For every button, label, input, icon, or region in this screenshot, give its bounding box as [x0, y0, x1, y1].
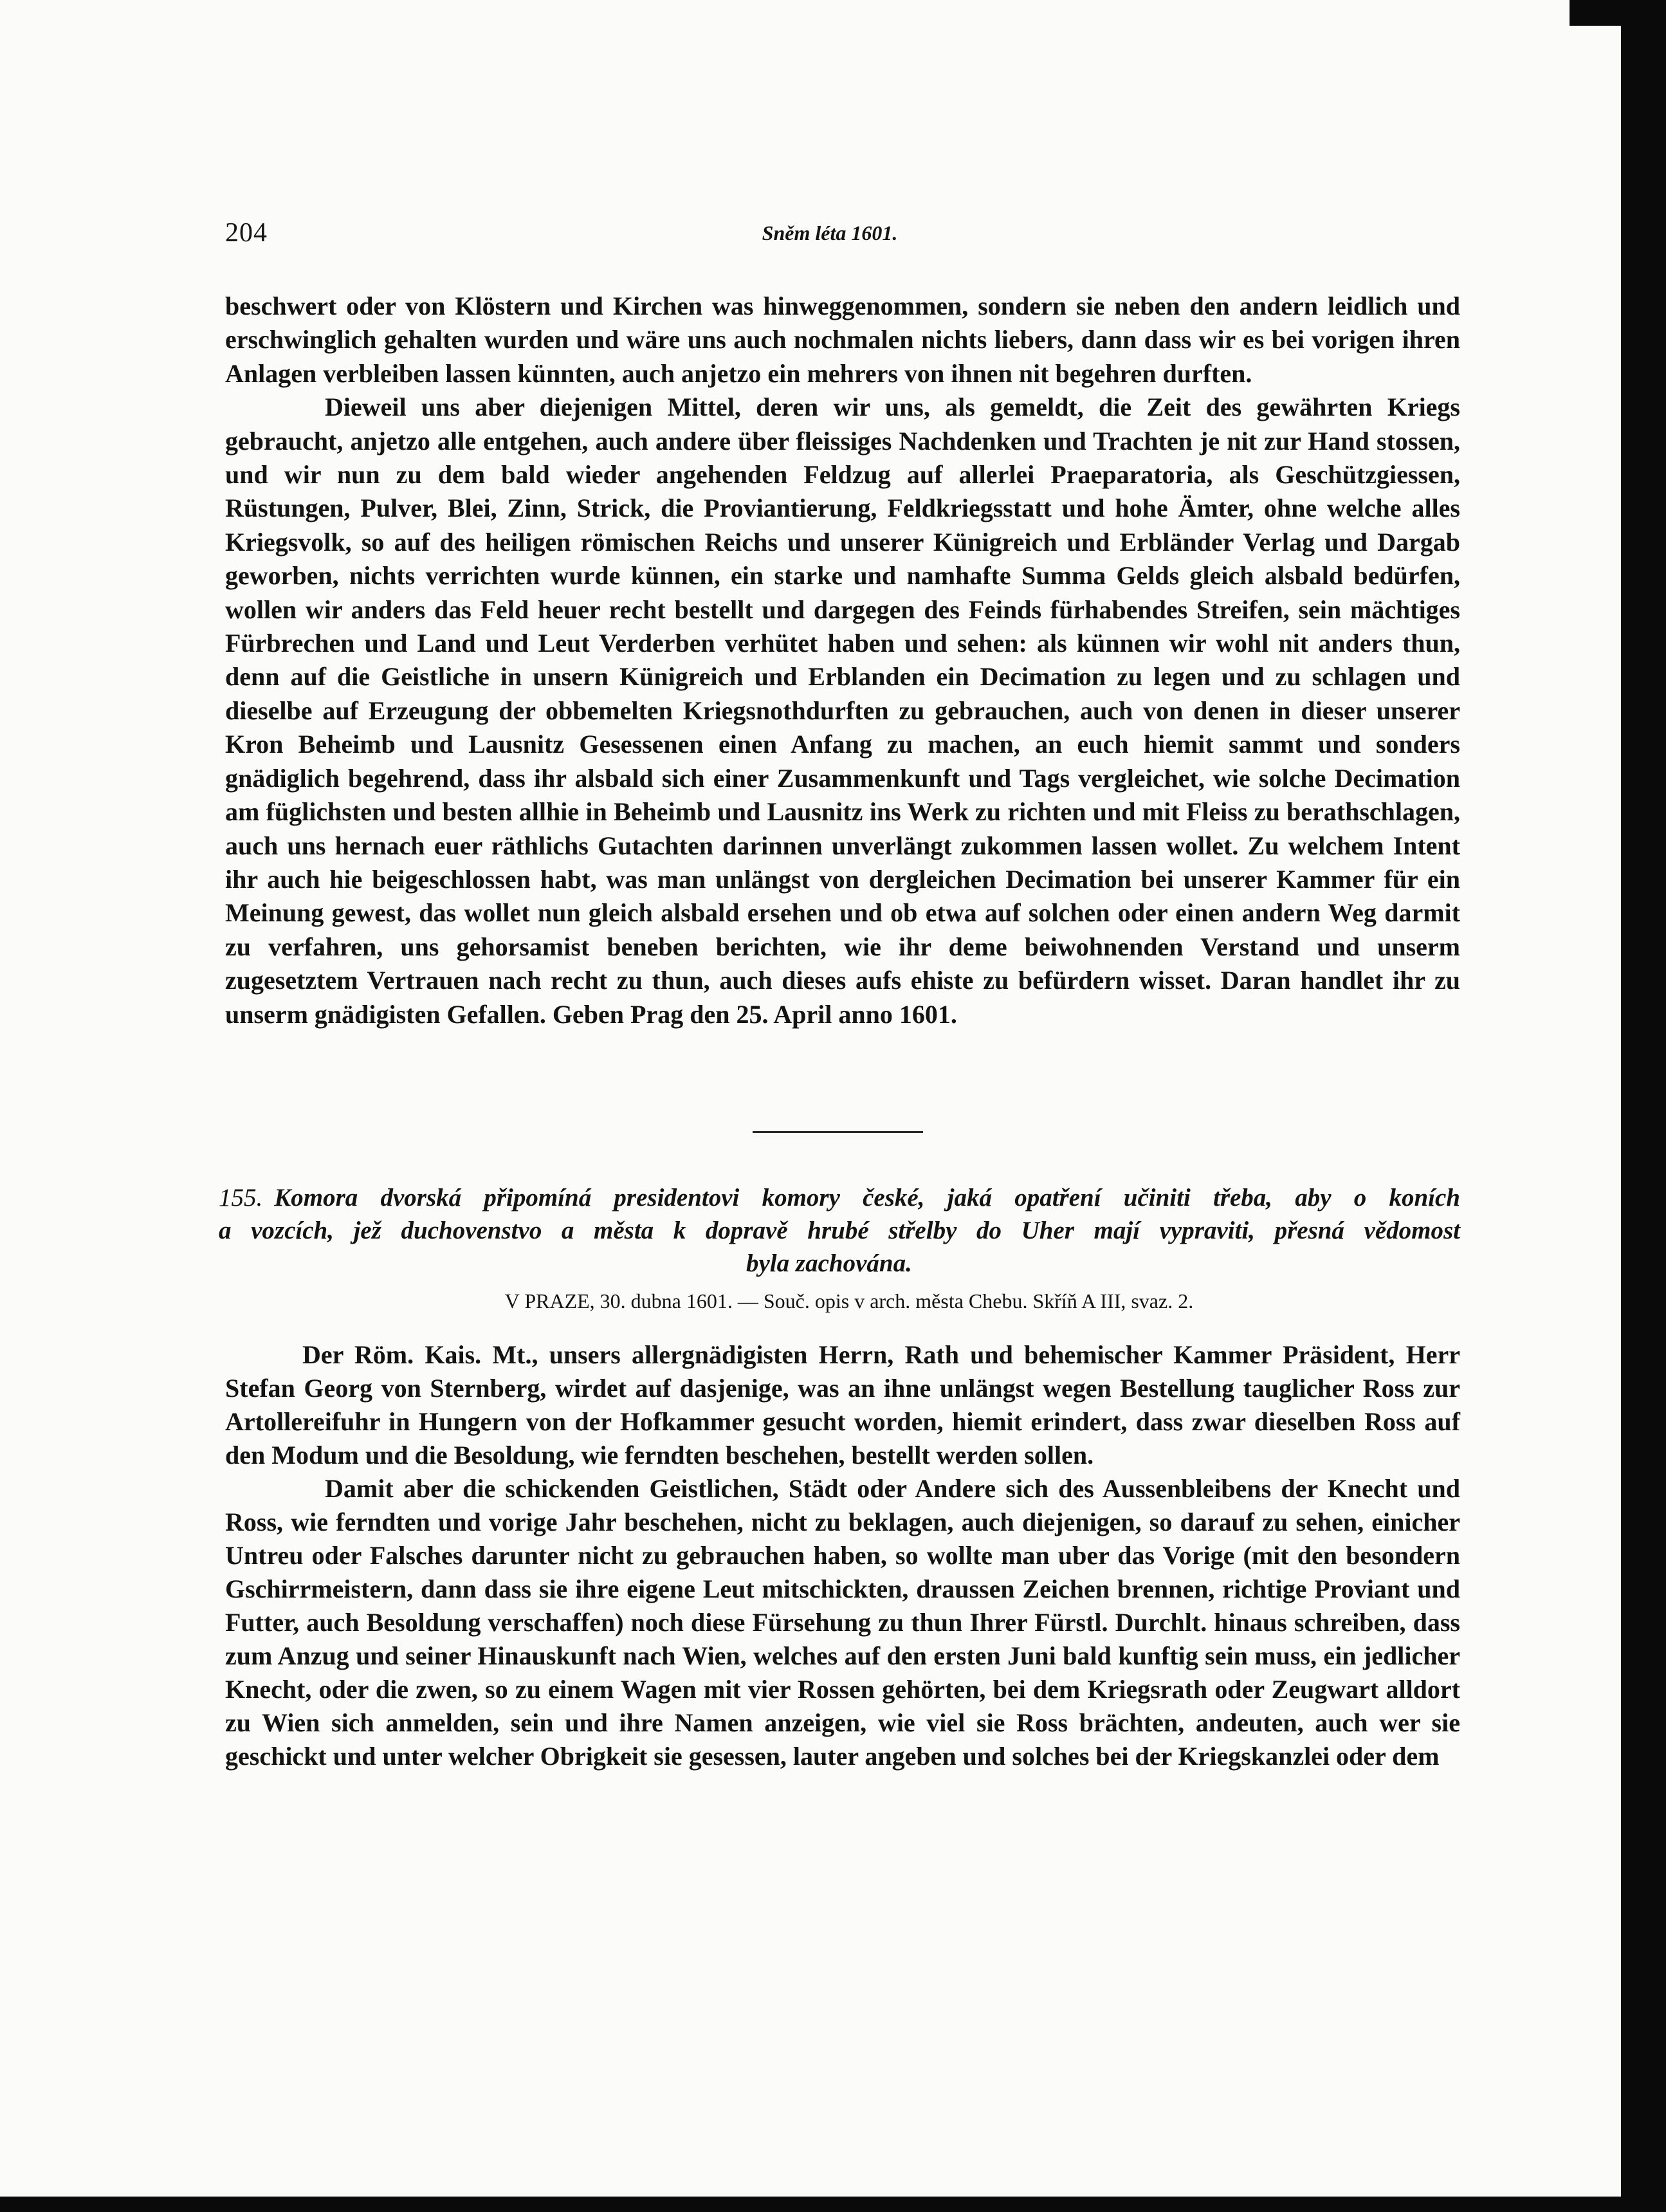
source-note: V PRAZE, 30. dubna 1601. — Souč. opis v arch. města Chebu. Skříň A III, svaz. 2.	[504, 1289, 1194, 1313]
page-header	[225, 217, 1434, 256]
running-title: Sněm léta 1601.	[762, 221, 898, 244]
heading-line: byla zachována.	[746, 1249, 912, 1277]
paragraph: Der Röm. Kais. Mt., unsers allergnädigisten Herrn, Rath und behemischer Kammer Präsident, Herr Stefan Georg von Sternberg, wirdet auf dasjenige, was an ihne unlängst wegen Bestellung tauglicher Ross zur Artollereifuhr in Hungern von der Hofkammer gesucht worden, hiemit erindert, dass zwar dieselben Ross auf den Modum und die Besoldung, wie ferndten beschehen, bestellt werden sollen.	[225, 1340, 1460, 1470]
document-number: 155.	[219, 1184, 263, 1212]
heading-line: Komora dvorská připomíná presidentovi komory české, jaká opatření učiniti třeba, aby o koních	[274, 1184, 1460, 1212]
paragraph: Dieweil uns aber diejenigen Mittel, deren wir uns, als gemeldt, die Zeit des gewährten Kriegs gebraucht, anjetzo alle entgehen, auch andere über fleissiges Nachdenken und Trachten je nit zur Hand stossen, und wir nun zu dem bald wieder angehenden Feldzug auf allerlei Praeparatoria, als Geschützgiessen, Rüstungen, Pulver, Blei, Zinn, Strick, die Proviantierung, Feldkriegsstatt und hohe Ämter, ohne welche alles Kriegsvolk, so auf des heiligen römischen Reichs und unserer Künigreich und Erbländer Verlag und Dargab geworben, nichts verrichten wurde künnen, ein starke und namhafte Summa Gelds gleich alsbald bedürfen, wollen wir anders das Feld heuer recht bestellt und dargegen des Feinds fürhabendes Streifen, sein mächtiges Fürbrechen und Land und Leut Verderben verhütet haben und sehen: als künnen wir wohl nit anders thun, denn auf die Geistliche in unsern Künigreich und Erblanden ein Decimation zu legen und zu schlagen und dieselbe auf Erzeugung der obbemelten Kriegsnothdurften zu gebrauchen, auch von denen in dieser unserer Kron Beheimb und Lausnitz Gesessenen einen Anfang zu machen, an euch hiemit sammt und sonders gnädiglich begehrend, dass ihr alsbald sich einer Zusammenkunft und Tags vergleichet, wie solche Decimation am füglichsten und besten allhie in Beheimb und Lausnitz ins Werk zu richten und mit Fleiss zu berathschlagen, auch uns hernach euer räthlichs Gutachten darinnen unverlängt zukommen lassen wollet. Zu welchem Intent ihr auch hie beigeschlossen habt, was man unlängst von dergleichen Decimation bei unserer Kammer für ein Meinung gewest, das wollet nun gleich alsbald ersehen und ob etwa auf solchen oder einen andern Weg darmit zu verfahren, uns gehorsamist beneben berichten, wie ihr deme beiwohnenden Verstand und unserm zugesetztem Vertrauen nach recht zu thun, auch dieses aufs ehiste zu befürdern wisset. Daran handlet ihr zu unserm gnädigisten Gefallen. Geben Prag den 25. April anno 1601.	[225, 392, 1460, 1029]
document-heading	[219, 1181, 1460, 1280]
section-divider	[753, 1131, 923, 1133]
scan-border-bottom	[0, 2197, 1666, 2212]
paragraph: beschwert oder von Klöstern und Kirchen was hinweggenommen, sondern sie neben den andern leidlich und erschwinglich gehalten wurden und wäre uns auch nochmalen nichts liebers, dann dass wir es bei vorigen ihren Anlagen verbleiben lassen künnten, auch anjetzo ein mehrers von ihnen nit begehren durften.	[225, 291, 1460, 388]
heading-line: a vozcích, jež duchovenstvo a města k dopravě hrubé střelby do Uher mají vypraviti, přesná vědomost	[219, 1217, 1460, 1244]
scan-border-top	[1570, 0, 1666, 26]
page-number: 204	[225, 218, 268, 248]
scan-border-right	[1621, 0, 1666, 2212]
document-body	[225, 1338, 1460, 1773]
continuation-text	[225, 290, 1460, 1031]
paragraph: Damit aber die schickenden Geistlichen, Städt oder Andere sich des Aussenbleibens der Knecht und Ross, wie ferndten und vorige Jahr beschehen, nicht zu beklagen, auch diejenigen, so darauf zu sehen, einicher Untreu oder Falsches darunter nicht zu gebrauchen haben, so wollte man uber das Vorige (mit den besondern Gschirrmeistern, dann dass sie ihre eigene Leut mitschickten, draussen Zeichen brennen, richtige Proviant und Futter, auch Besoldung verschaffen) noch diese Fürsehung zu thun Ihrer Fürstl. Durchlt. hinaus schreiben, dass zum Anzug und seiner Hinauskunft nach Wien, welches auf den ersten Juni bald kunftig sein muss, ein jedlicher Knecht, oder die zwen, so zu einem Wagen mit vier Rossen gehörten, bei dem Kriegsrath oder Zeugwart alldort zu Wien sich anmelden, sein und ihre Namen anzeigen, wie viel sie Ross brächten, andeuten, auch wer sie geschickt und unter welcher Obrigkeit sie gesessen, lauter angeben und solches bei der Kriegskanzlei oder dem	[225, 1474, 1460, 1771]
